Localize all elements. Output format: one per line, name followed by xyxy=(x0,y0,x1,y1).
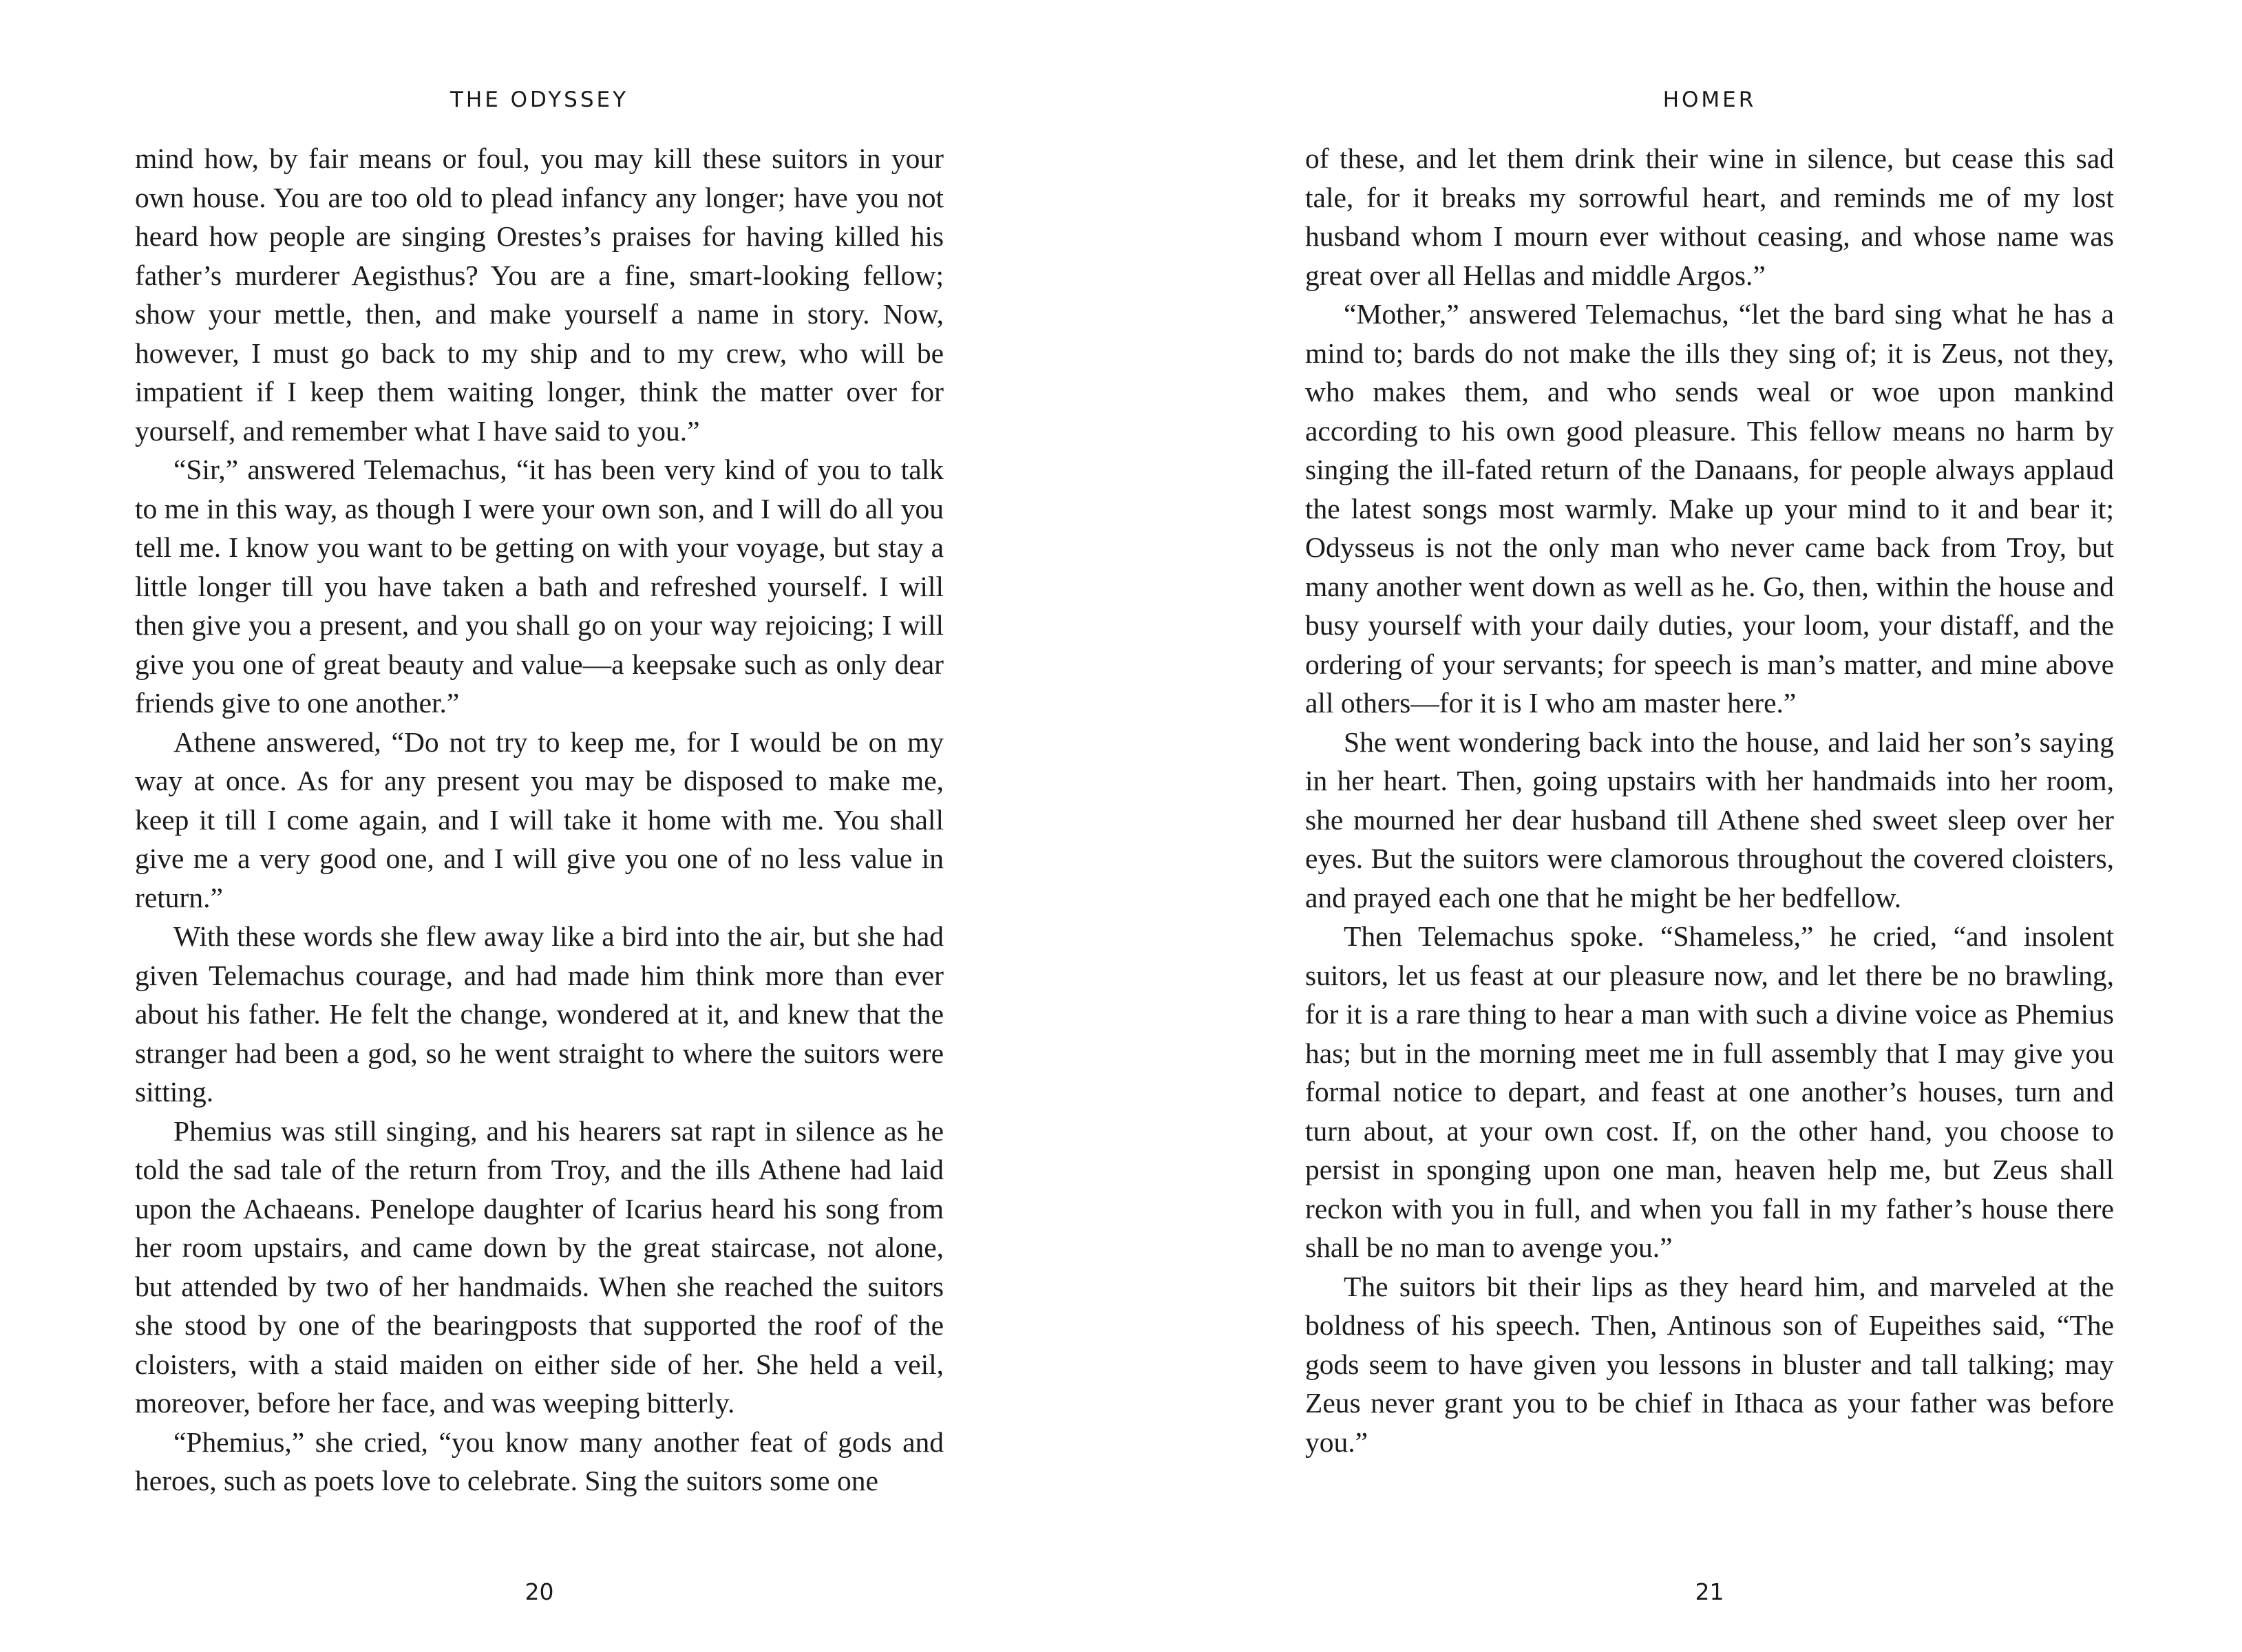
paragraph: Athene answered, “Do not try to keep me, for I would be on my way at once. As for any present you may be disposed to make me, keep it till I come again, and I will take it home with me. You shall give me a very good one, and I will give you one of no less value in return.” xyxy=(135,726,944,913)
paragraph: “Phemius,” she cried, “you know many another feat of gods and heroes, such as poets love to celebrate. Sing the suitors some one xyxy=(135,1426,944,1496)
paragraph: Phemius was still singing, and his hearers sat rapt in silence as he told the sad tale of the return from Troy, and the ills Athene had laid upon the Achaeans. Penelope daughter of Icarius heard his song from her room upstairs, and came down by the great staircase, not alone, but attended by two of her handmaids. When she reached the suitors she stood by one of the bearingposts that supported the roof of the cloisters, with a staid maiden on either side of her. She held a veil, moreover, before her face, and was weeping bitterly. xyxy=(135,1114,944,1419)
paragraph: of these, and let them drink their wine in silence, but cease this sad tale, for it breaks my sorrowful heart, and reminds me of my lost husband whom I mourn ever without ceasing, and whose name was great over all Hellas and middle Argos.” xyxy=(1305,142,2114,291)
running-head-right: HOMER xyxy=(1662,87,1757,112)
paragraph: “Sir,” answered Telemachus, “it has been very kind of you to talk to me in this way, as though I were your own son, and I will do all you tell me. I know you want to be getting on with your voyage, but stay a little longer till you have taken a bath and refreshed yourself. I will then give you a present, and you shall go on your way rejoicing; I will give you one of great beauty and value—a keepsake such as only dear friends give to one another.” xyxy=(135,454,944,719)
right-page-body xyxy=(1305,139,2114,1461)
paragraph: She went wondering back into the house, and laid her son’s saying in her heart. Then, going upstairs with her handmaids into her room, she mourned her dear husband till Athene shed sweet sleep over her eyes. But the suitors were clamorous throughout the covered cloisters, and prayed each one that he might be her bedfellow. xyxy=(1305,726,2114,913)
page-number-right: 21 xyxy=(1695,1578,1724,1605)
paragraph: Then Telemachus spoke. “Shameless,” he cried, “and insolent suitors, let us feast at our pleasure now, and let there be no brawling, for it is a rare thing to hear a man with such a divine voice as Phemius has; but in the morning meet me in full assembly that I may give you formal notice to depart, and feast at one another’s houses, turn and turn about, at your own cost. If, on the other hand, you choose to persist in sponging upon one man, heaven help me, but Zeus shall reckon with you in full, and when you fall in my father’s house there shall be no man to avenge you.” xyxy=(1305,920,2114,1263)
running-head-left: THE ODYSSEY xyxy=(450,87,629,112)
paragraph: The suitors bit their lips as they heard him, and marveled at the boldness of his speech. Then, Antinous son of Eupeithes said, “The gods seem to have given you lessons in bluster and tall talking; may Zeus never grant you to be chief in Ithaca as your father was before you.” xyxy=(1305,1270,2114,1458)
paragraph: “Mother,” answered Telemachus, “let the bard sing what he has a mind to; bards do not make the ills they sing of; it is Zeus, not they, who makes them, and who sends weal or woe upon mankind according to his own good pleasure. This fellow means no harm by singing the ill-fated return of the Danaans, for people always applaud the latest songs most warmly. Make up your mind to it and bear it; Odysseus is not the only man who never came back from Troy, but many another went down as well as he. Go, then, within the house and busy yourself with your daily duties, your loom, your distaff, and the ordering of your servants; for speech is man’s matter, and mine above all others—for it is I who am master here.” xyxy=(1305,298,2114,719)
left-page xyxy=(135,0,944,1652)
right-page xyxy=(1305,0,2114,1652)
paragraph: mind how, by fair means or foul, you may kill these suitors in your own house. You are too old to plead infancy any longer; have you not heard how people are singing Orestes’s praises for having killed his father’s murderer Aegisthus? You are a fine, smart-looking fellow; show your mettle, then, and make yourself a name in story. Now, however, I must go back to my ship and to my crew, who will be impatient if I keep them waiting longer, think the matter over for yourself, and remember what I have said to you.” xyxy=(135,142,944,447)
paragraph: With these words she flew away like a bird into the air, but she had given Telemachus courage, and had made him think more than ever about his father. He felt the change, wondered at it, and knew that the stranger had been a god, so he went straight to where the suitors were sitting. xyxy=(135,920,944,1108)
left-page-body xyxy=(135,139,944,1501)
page-number-left: 20 xyxy=(525,1578,554,1605)
